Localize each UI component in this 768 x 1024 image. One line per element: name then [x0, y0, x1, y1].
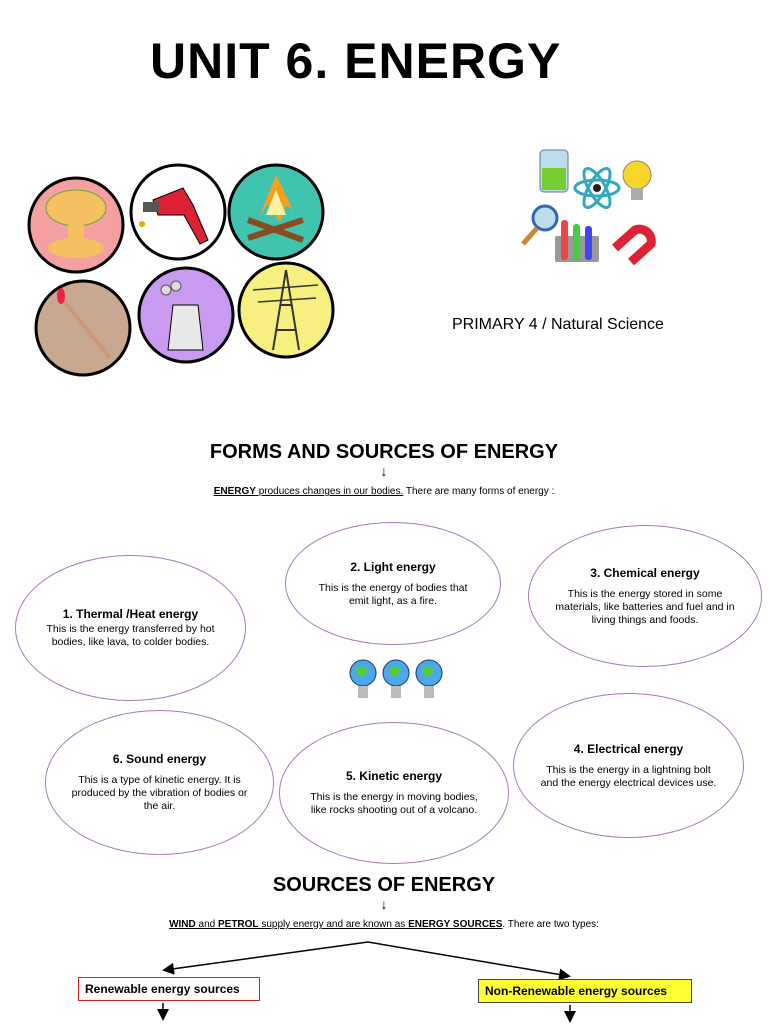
form-electrical	[513, 693, 744, 838]
form-kinetic	[279, 722, 509, 864]
intro-energy-word: ENERGY	[213, 486, 256, 497]
lightbulb-icon	[623, 161, 651, 200]
forms-arrow: ↓	[380, 463, 388, 479]
explosion-icon	[29, 178, 123, 272]
atom-icon	[575, 165, 619, 211]
beaker-icon	[540, 150, 568, 192]
power-tower-icon	[239, 263, 333, 357]
match-icon	[36, 281, 130, 375]
forms-intro	[0, 486, 768, 497]
sources-arrow: ↓	[380, 896, 388, 912]
magnet-icon	[615, 229, 651, 262]
test-tubes-icon	[555, 220, 599, 262]
form-desc: This is the energy in moving bodies, like rocks shooting out of a volcano.	[310, 791, 478, 816]
form-title: 1. Thermal /Heat energy	[62, 607, 199, 621]
intro-petrol: PETROL	[217, 919, 259, 930]
campfire-icon	[229, 165, 323, 259]
intro-energy-sources: ENERGY SOURCES	[408, 919, 503, 930]
form-thermal	[15, 555, 246, 701]
form-desc: This is a type of kinetic energy. It is produced by the vibration of bodies or the air.	[71, 774, 248, 812]
form-title: 5. Kinetic energy	[345, 769, 443, 783]
energy-illustration	[18, 160, 338, 390]
sources-intro	[0, 919, 768, 930]
forms-heading: FORMS AND SOURCES OF ENERGY	[209, 441, 559, 463]
non-renewable-box: Non-Renewable energy sources	[478, 979, 692, 1003]
sources-heading: SOURCES OF ENERGY	[272, 874, 496, 896]
subtitle: PRIMARY 4 / Natural Science	[452, 316, 664, 333]
intro-underlined: produces changes in our bodies.	[255, 486, 404, 497]
magnifier-icon	[523, 206, 557, 244]
intro-rest: There are many forms of energy :	[403, 486, 555, 497]
globe-bulb-icon	[348, 656, 444, 708]
intro-end: . There are two types:	[502, 919, 599, 930]
form-desc: This is the energy of bodies that emit light, as a fire.	[318, 581, 468, 607]
form-desc: This is the energy in a lightning bolt and the energy electrical devices use.	[540, 763, 717, 789]
intro-and: and	[195, 919, 218, 930]
form-desc: This is the energy transferred by hot bodies, like lava, to colder bodies.	[46, 623, 215, 648]
intro-wind: WIND	[169, 919, 196, 930]
form-desc: This is the energy stored in some materials, like batteries and fuel and in living things and foods.	[555, 587, 735, 626]
form-title: 4. Electrical energy	[573, 741, 684, 756]
page-title: UNIT 6. ENERGY	[150, 33, 562, 89]
form-title: 6. Sound energy	[112, 752, 207, 766]
intro-middle: supply energy and are known as	[258, 919, 409, 930]
factory-icon	[139, 268, 233, 362]
science-illustration	[515, 140, 665, 280]
form-title: 3. Chemical energy	[590, 565, 700, 580]
form-title: 2. Light energy	[350, 559, 436, 574]
fuel-nozzle-icon	[131, 165, 225, 259]
form-chemical	[528, 525, 762, 667]
form-light	[285, 522, 501, 645]
form-sound	[45, 710, 274, 855]
renewable-box: Renewable energy sources	[78, 977, 260, 1001]
